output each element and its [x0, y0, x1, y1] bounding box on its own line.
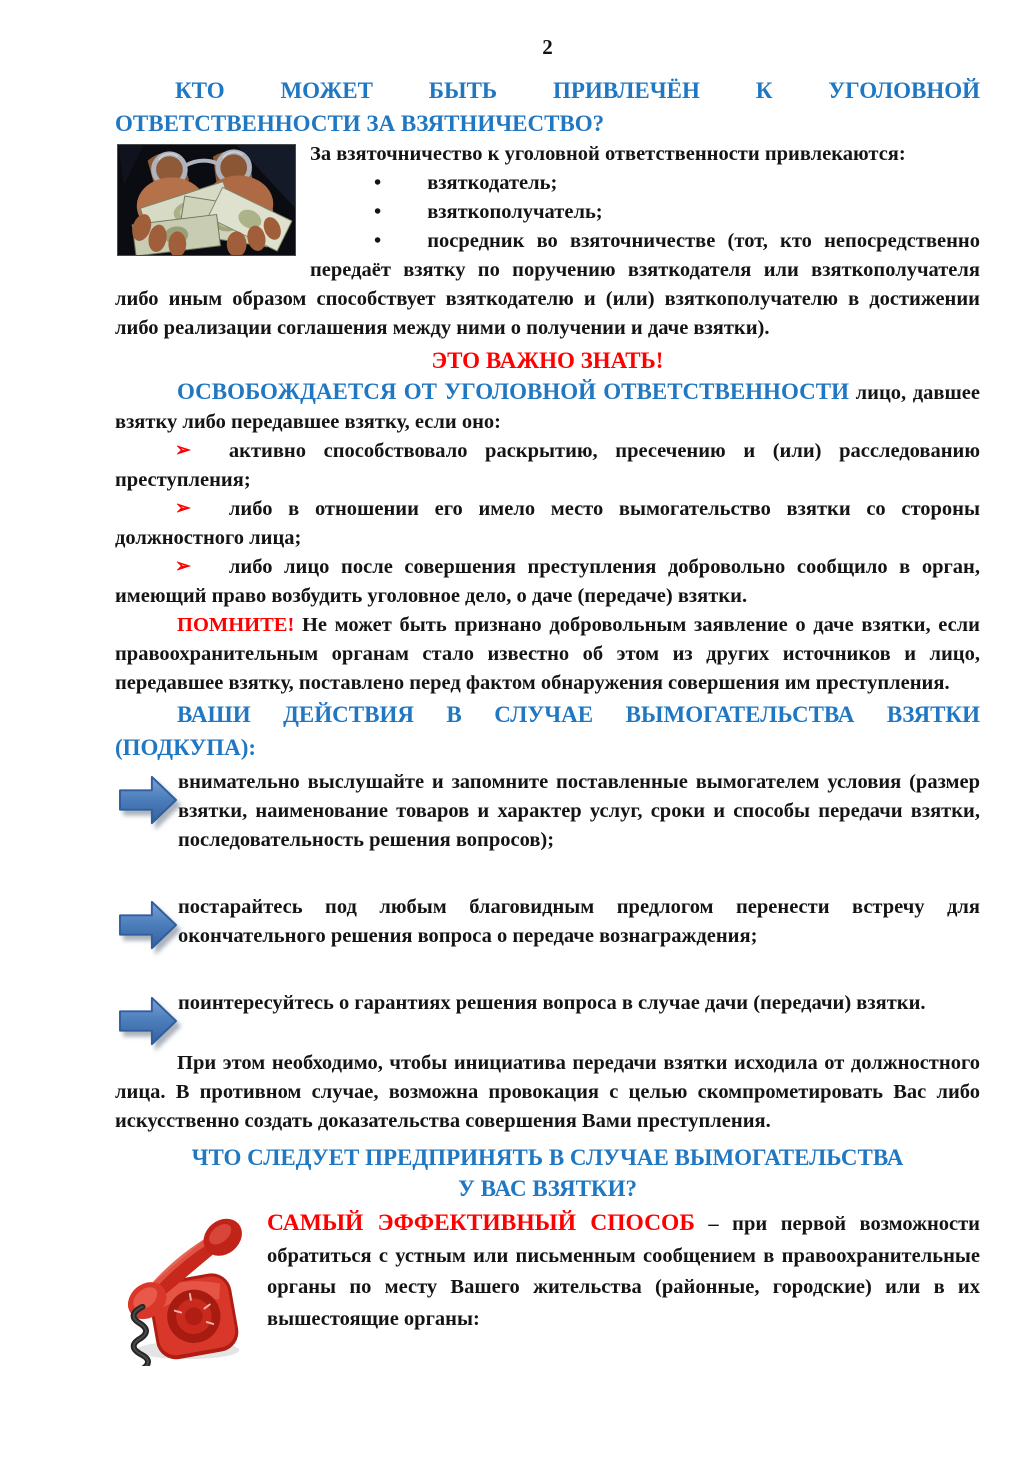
- red-arrow-marker-icon: ➢: [175, 556, 191, 577]
- release-highlight: ОСВОБОЖДАЕТСЯ ОТ УГОЛОВНОЙ ОТВЕТСТВЕННОСТИ: [177, 379, 849, 404]
- release-lead: [115, 377, 980, 437]
- important-heading: ЭТО ВАЖНО ЗНАТЬ!: [431, 348, 664, 373]
- action-text: поинтересуйтесь о гарантиях решения вопроса в случае дачи (передачи) взятки.: [178, 992, 926, 1014]
- bullet-dot-icon: •: [374, 172, 382, 194]
- advice-section: [115, 1208, 980, 1366]
- blue-right-arrow-icon: [117, 897, 179, 953]
- who-section: [115, 140, 980, 343]
- handcuffed-hands-money-icon: [117, 144, 296, 256]
- bullet-text: взяткополучатель;: [427, 201, 603, 223]
- blue-right-arrow-icon: [117, 993, 179, 1049]
- list-item: [115, 893, 980, 951]
- bullet-dot-icon: •: [374, 230, 382, 252]
- method-label: САМЫЙ ЭФФЕКТИВНЫЙ СПОСОБ: [267, 1210, 695, 1236]
- advice-heading-line2: У ВАС ВЗЯТКИ?: [458, 1176, 637, 1201]
- initiative-note: При этом необходимо, чтобы инициатива передачи взятки исходила от должностного лица. В противном случае, возможна провокация с целью скомпрометировать Вас либо искусственно создать доказательства совершения Вами преступления.: [115, 1052, 980, 1132]
- red-telephone-icon: [109, 1216, 257, 1366]
- blue-right-arrow-icon: [117, 772, 179, 828]
- action-text: постарайтесь под любым благовидным предлогом перенести встречу для окончательного решения вопроса о передаче вознаграждения;: [178, 896, 980, 947]
- action-text: внимательно выслушайте и запомните поставленные вымогателем условия (размер взятки, наименование товаров и характер услуг, сроки и способы передачи взятки, последовательность решения вопросов);: [178, 771, 980, 851]
- red-arrow-marker-icon: ➢: [175, 498, 191, 519]
- release-lead-rest: лицо, давшее взятку либо передавшее взятку, если оно:: [115, 382, 980, 433]
- condition-text: активно способствовало раскрытию, пресечению и (или) расследованию преступления;: [115, 440, 980, 491]
- list-item: [115, 495, 980, 553]
- list-item: [115, 989, 980, 1047]
- actions-list: [115, 768, 980, 1047]
- bullet-dot-icon: •: [374, 201, 382, 223]
- list-item: [115, 553, 980, 611]
- bullet-text: взяткодатель;: [427, 172, 558, 194]
- list-item: [115, 437, 980, 495]
- actions-heading: [115, 698, 980, 764]
- condition-text: либо лицо после совершения преступления добровольно сообщило в орган, имеющий право возбудить уголовное дело, о даче (передаче) взятки.: [115, 556, 980, 607]
- page-number: 2: [542, 35, 553, 59]
- list-item: [115, 768, 980, 855]
- remember-label: ПОМНИТЕ!: [177, 614, 295, 636]
- who-intro: За взяточничество к уголовной ответственности привлекаются:: [310, 143, 906, 165]
- method-text: – при первой возможности обратиться с устным или письменным сообщением в правоохранительные органы по месту Вашего жительства (районные, городские) или в их вышестоящие органы:: [267, 1213, 980, 1330]
- condition-text: либо в отношении его имело место вымогательство взятки со стороны должностного лица;: [115, 498, 980, 549]
- bullet-text: посредник во взяточничестве (тот, кто непосредственно передаёт взятку по поручению взяткодателя или взяткополучателя либо иным образом способствует взяткодателю и (или) взяткополучателю в достижении либо реализации соглашения между ними о получении и даче взятки).: [115, 230, 980, 339]
- actions-heading-line1: ВАШИ ДЕЙСТВИЯ В СЛУЧАЕ ВЫМОГАТЕЛЬСТВА ВЗЯТКИ: [177, 702, 980, 727]
- remember-paragraph: [115, 611, 980, 698]
- actions-heading-line2: (ПОДКУПА):: [115, 735, 257, 760]
- advice-heading: [115, 1142, 980, 1204]
- section-title-who-line1: КТО МОЖЕТ БЫТЬ ПРИВЛЕЧЁН К УГОЛОВНОЙ: [175, 78, 980, 103]
- red-arrow-marker-icon: ➢: [175, 440, 191, 461]
- section-title-who-line2: ОТВЕТСТВЕННОСТИ ЗА ВЗЯТНИЧЕСТВО?: [115, 111, 605, 136]
- remember-text: Не может быть признано добровольным заявление о даче взятки, если правоохранительным органам стало известно об этом из других источников и лицо, передавшее взятку, поставлено перед фактом обнаружения совершения им преступления.: [115, 614, 980, 694]
- advice-heading-line1: ЧТО СЛЕДУЕТ ПРЕДПРИНЯТЬ В СЛУЧАЕ ВЫМОГАТЕЛЬСТВА: [191, 1145, 904, 1170]
- section-title-who: [115, 74, 980, 140]
